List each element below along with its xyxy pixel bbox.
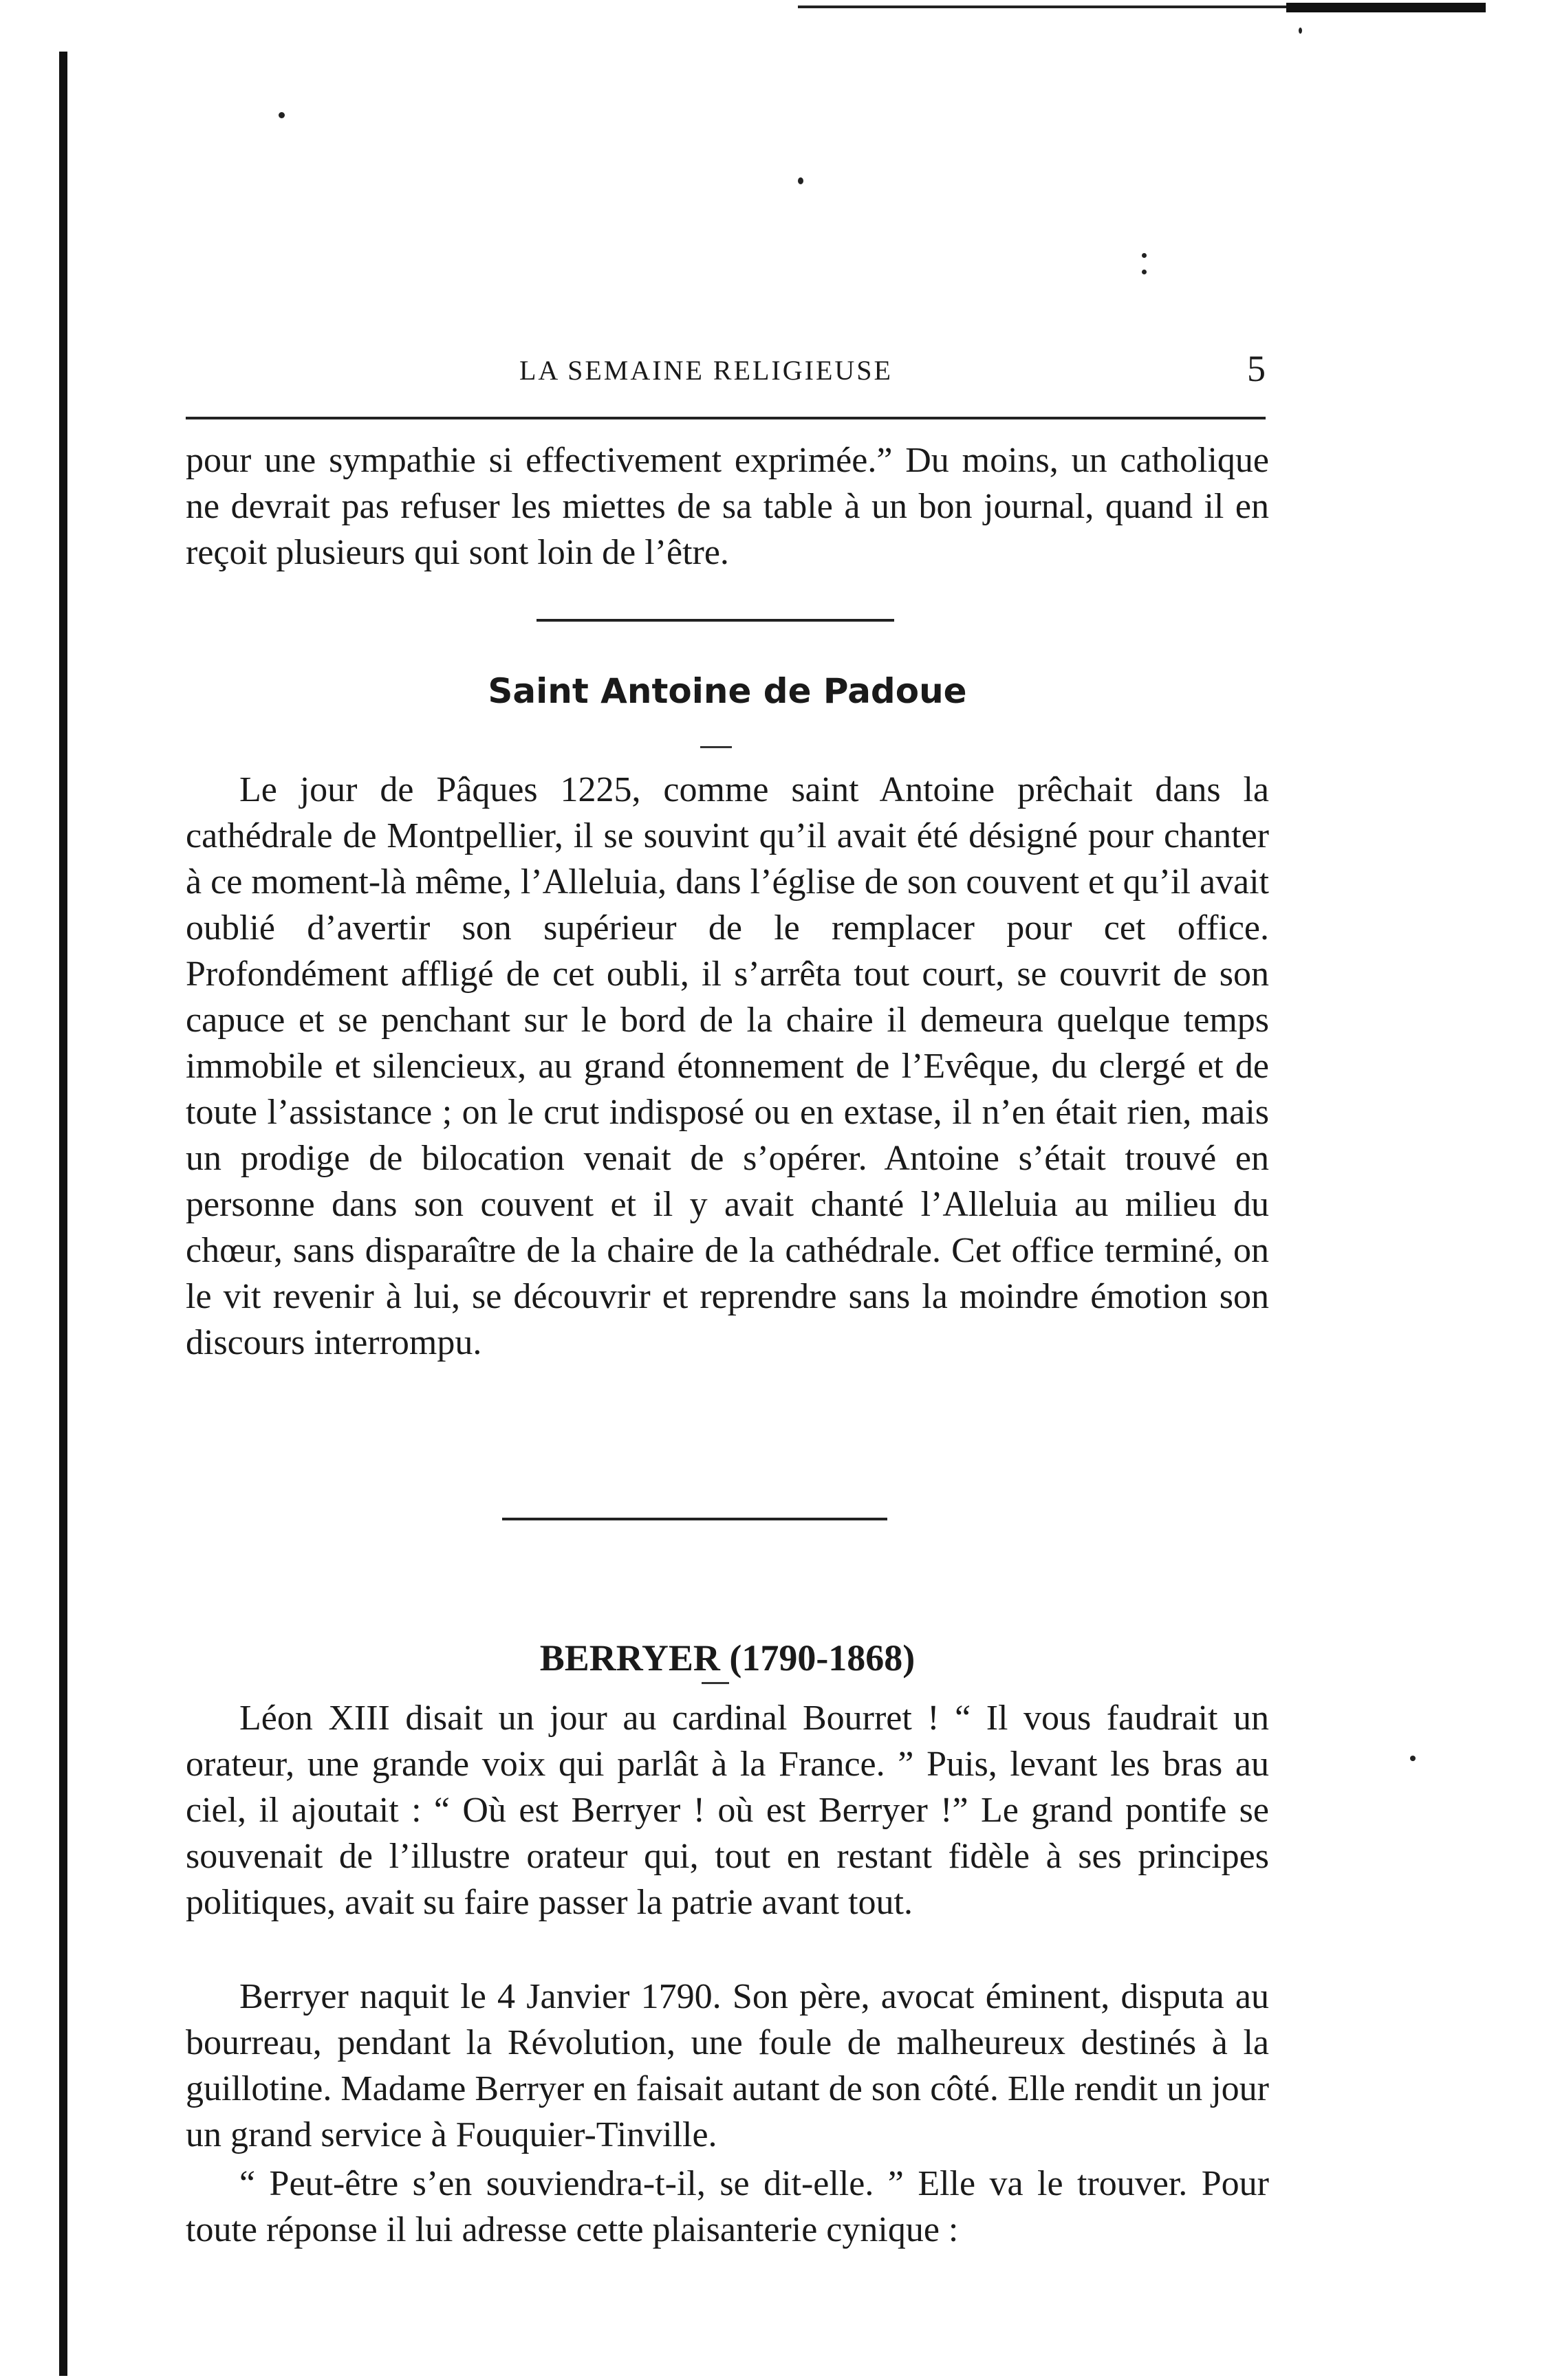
scan-speck: [1299, 28, 1302, 34]
article-title: Saint Antoine de Padoue: [488, 671, 967, 711]
article-paragraph: Léon XIII disait un jour au cardinal Bourret ! “ Il vous faudrait un orateur, une grande voix qui parlât à la France. ” Puis, levant les bras au ciel, il ajoutait : “ Où est Berryer ! où est Berryer !” Le grand pontife se souvenait de l’illustre orateur qui, tout en restant fidèle à ses principes politiques, avait su faire passer la patrie avant tout.: [186, 1699, 1269, 1922]
title-dash: [702, 1682, 729, 1684]
scan-speck: [1142, 253, 1147, 258]
page-number: 5: [1247, 348, 1266, 389]
section-separator: [537, 619, 894, 622]
article-paragraph: “ Peut-être s’en souviendra-t-il, se dit-elle. ” Elle va le trouver. Pour toute réponse il lui adresse cette plaisanterie cynique :: [186, 2164, 1269, 2249]
article-title: BERRYER (1790-1868): [539, 1637, 916, 1679]
scan-speck: [1142, 270, 1147, 274]
scan-speck: [798, 177, 803, 184]
running-head: [186, 347, 1266, 395]
article-paragraph: Le jour de Pâques 1225, comme saint Antoine prêchait dans la cathédrale de Montpellier, il se souvint qu’il avait été désigné pour chanter à ce moment-là même, l’Alleluia, dans l’église de son couvent et qu’il avait oublié d’avertir son supérieur de le remplacer pour cet office. Profondément affligé de cet oubli, il s’arrêta tout court, se couvrit de son capuce et se penchant sur le bord de la chaire il demeura quelque temps immobile et silencieux, au grand étonnement de l’Evêque, du clergé et de toute l’assistance ; on le crut indisposé ou en extase, il n’en était rien, mais un prodige de bilocation venait de s’opérer. Antoine s’était trouvé en personne dans son couvent et il y avait chanté l’Alleluia au milieu du chœur, sans disparaître de la chaire de la cathédrale. Cet office terminé, on le vit revenir à lui, se découvrir et reprendre sans la moindre émotion son discours interrompu.: [186, 770, 1269, 1362]
scan-speck: [279, 112, 285, 118]
scan-top-rule-mark: [1286, 3, 1486, 12]
title-dash: [700, 746, 732, 748]
scan-speck: [1410, 1756, 1416, 1761]
intro-paragraph: pour une sympathie si effectivement exprimée.” Du moins, un catholique ne devrait pas refuser les miettes de sa table à un bon journal, quand il en reçoit plusieurs qui sont loin de l’être.: [186, 441, 1269, 572]
running-head-rule: [186, 417, 1266, 419]
scan-left-edge: [59, 52, 67, 2376]
article-paragraph: Berryer naquit le 4 Janvier 1790. Son père, avocat éminent, disputa au bourreau, pendant la Révolution, une foule de malheureux destinés à la guillotine. Madame Berryer en faisait autant de son côté. Elle rendit un jour un grand service à Fouquier-Tinville.: [186, 1977, 1269, 2154]
section-separator: [502, 1518, 887, 1520]
running-head-title: LA SEMAINE RELIGIEUSE: [519, 355, 893, 386]
